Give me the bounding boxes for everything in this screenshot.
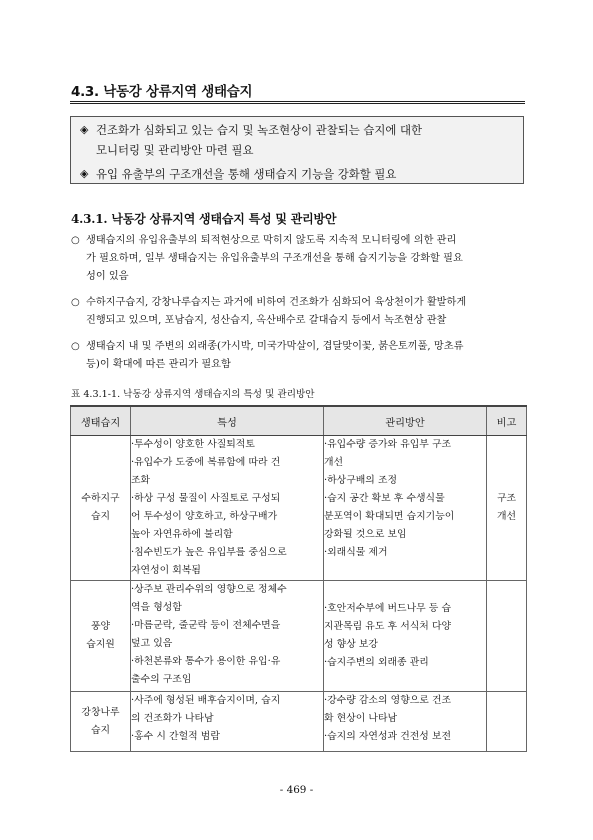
wetland-name-line: 습지: [90, 511, 111, 522]
features-line: 의 건조화가 나타남: [131, 713, 214, 724]
header-features: 특성: [131, 406, 324, 436]
wetland-name-line: 습지: [90, 724, 111, 736]
features-line: ·마름군락, 줄군락 등이 전체수면을: [131, 620, 281, 631]
features-line: 자연성이 회복됨: [131, 565, 201, 576]
features-line: 덮고 있음: [131, 638, 173, 649]
features-line: ·홍수 시 간헐적 범람: [131, 731, 220, 742]
diamond-bullet-icon: ◈: [80, 167, 89, 180]
management-line: ·습지의 자연성과 건전성 보전: [324, 731, 452, 742]
paragraph-line: 생태습지의 유입유출부의 퇴적현상으로 막히지 않도록 지속적 모니터링에 의한 관리: [86, 235, 457, 246]
paragraph-line: 등)이 확대에 따른 관리가 필요함: [86, 359, 231, 370]
features-line: 높아 자연유하에 불리함: [131, 529, 233, 540]
management-line: 화 현상이 나타남: [324, 713, 398, 724]
table-header-row: [71, 406, 527, 436]
features-line: 어 투수성이 양호하고, 하상구배가: [131, 511, 278, 522]
management-line: ·습지주변의 외래종 관리: [324, 657, 429, 668]
table-row: [71, 692, 527, 752]
management-line: 성 향상 보강: [324, 639, 378, 650]
wetland-name-line: 습지원: [86, 639, 115, 650]
paragraph-line: 수하지구습지, 강창나루습지는 과거에 비하여 건조화가 심화되어 육상천이가 활발하게: [86, 297, 467, 308]
summary-line: 모니터링 및 관리방안 마련 필요: [96, 143, 254, 157]
header-note: 비고: [487, 406, 527, 436]
section-title: 4.3. 낙동강 상류지역 생태습지: [71, 84, 253, 100]
note-line: 개선: [496, 511, 517, 522]
summary-item: [80, 164, 515, 184]
subsection-title: 4.3.1. 낙동강 상류지역 생태습지 특성 및 관리방안: [71, 212, 337, 226]
management-cell: [324, 436, 487, 581]
section-title-rule: [70, 101, 525, 104]
features-cell: [131, 581, 324, 692]
features-line: 역을 형성함: [131, 602, 182, 613]
summary-item: [80, 120, 515, 160]
management-line: 분포역이 확대되면 습지기능이: [324, 511, 455, 522]
circle-bullet-icon: ○: [71, 297, 80, 308]
summary-line: 건조화가 심화되고 있는 습지 및 녹조현상이 관찰되는 습지에 대한: [96, 123, 423, 137]
wetland-name-cell: [71, 581, 131, 692]
note-cell: [487, 581, 527, 692]
note-line: 구조: [496, 493, 517, 504]
management-line: 지관목림 유도 후 서식처 다양: [324, 621, 452, 632]
management-cell: [324, 692, 487, 752]
management-line: ·습지 공간 확보 후 수생식물: [324, 493, 445, 504]
features-line: ·유입수가 도중에 복류함에 따라 건: [131, 457, 281, 468]
management-line: ·유입수량 증가와 유입부 구조: [324, 439, 452, 450]
paragraph-line: 생태습지 내 및 주변의 외래종(가시박, 미국가막살이, 겹달맞이꽃, 붉은토끼풀, 망초류: [86, 341, 464, 352]
wetland-table: [70, 405, 527, 752]
management-line: 강화될 것으로 보임: [324, 529, 407, 540]
features-line: ·하천본류와 통수가 용이한 유입·유: [131, 656, 281, 667]
note-cell: [487, 692, 527, 752]
table-row: [71, 581, 527, 692]
management-line: ·외래식물 제거: [324, 547, 388, 558]
wetland-name-line: 강창나루: [81, 706, 120, 718]
management-line: 개선: [324, 457, 344, 468]
management-cell: [324, 581, 487, 692]
management-line: ·하상구배의 조정: [324, 475, 398, 486]
circle-bullet-icon: ○: [71, 235, 80, 246]
features-line: ·사주에 형성된 배후습지이며, 습지: [131, 695, 281, 706]
wetland-name-cell: [71, 692, 131, 752]
paragraph: [71, 338, 529, 374]
management-line: ·강수량 감소의 영향으로 건조: [324, 695, 452, 706]
note-cell: [487, 436, 527, 581]
features-line: ·상주보 관리수위의 영향으로 정체수: [131, 584, 287, 595]
page-number: - 469 -: [279, 784, 314, 796]
summary-box: [70, 116, 524, 184]
features-cell: [131, 436, 324, 581]
features-line: ·하상 구성 물질이 사질토로 구성되: [131, 493, 281, 504]
diamond-bullet-icon: ◈: [80, 123, 89, 136]
circle-bullet-icon: ○: [71, 341, 80, 352]
paragraph-line: 진행되고 있으며, 포남습지, 성산습지, 옥산배수로 갈대습지 등에서 녹조현상 관찰: [86, 315, 447, 326]
header-wetland: 생태습지: [71, 406, 131, 436]
features-line: 조화: [131, 475, 151, 486]
paragraph: [71, 232, 529, 286]
features-line: ·침수빈도가 높은 유입부를 중심으로: [131, 547, 287, 558]
features-line: 출수의 구조임: [131, 674, 192, 685]
table-row: [71, 436, 527, 581]
header-management: 관리방안: [324, 406, 487, 436]
management-line: ·호안저수부에 버드나무 등 습: [324, 603, 452, 614]
wetland-name-cell: [71, 436, 131, 581]
summary-line: 유입 유출부의 구조개선을 통해 생태습지 기능을 강화할 필요: [96, 167, 397, 181]
features-line: ·투수성이 양호한 사질퇴적토: [131, 439, 255, 450]
wetland-name-line: 풍양: [90, 621, 111, 632]
paragraph-line: 성이 있음: [86, 271, 129, 282]
features-cell: [131, 692, 324, 752]
table-caption: 표 4.3.1-1. 낙동강 상류지역 생태습지의 특성 및 관리방안: [71, 389, 315, 400]
paragraph-line: 가 필요하며, 일부 생태습지는 유입유출부의 구조개선을 통해 습지기능을 강화할 필요: [86, 253, 463, 264]
wetland-name-line: 수하지구: [81, 493, 120, 504]
paragraph: [71, 294, 529, 330]
